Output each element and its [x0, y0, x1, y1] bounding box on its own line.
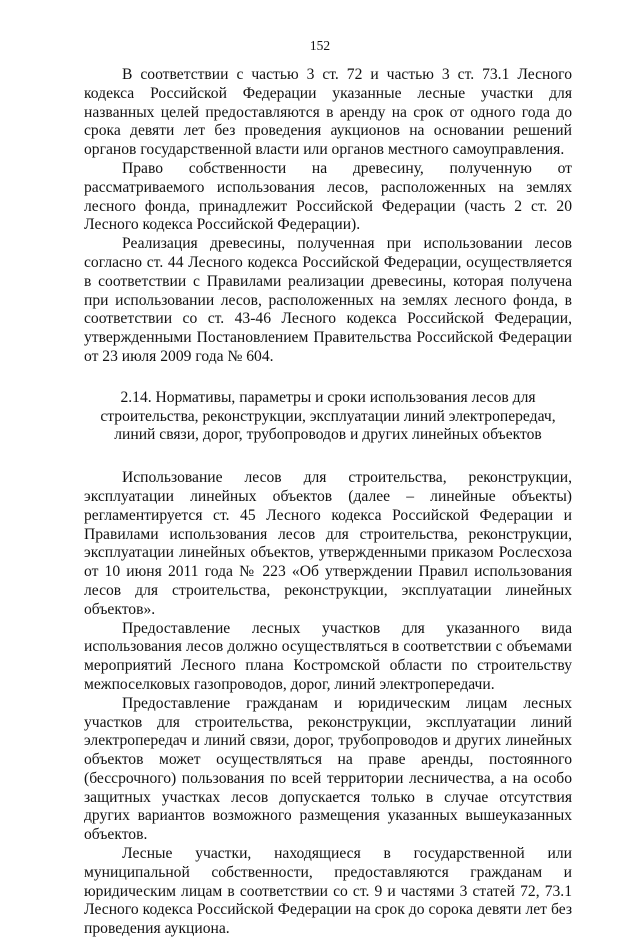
paragraph-timber-ownership: Право собственности на древесину, полученную от рассматриваемого использования лесов, расположенных на землях лесного фонда, принадлежит Российской Федерации (часть 2 ст. 20 Лесного кодекса Российской Федерации).	[84, 159, 572, 234]
paragraph-linear-objects-regulation: Использование лесов для строительства, реконструкции, эксплуатации линейных объектов (далее – линейные объекты) регламентируется ст. 45 Лесного кодекса Российской Федерации и Правилами использования лесов для строительства, реконструкции, эксплуатации линейных объектов, утвержденными приказом Рослесхоза от 10 июня 2011 года № 223 «Об утверждении Правил использования лесов для строительства, реконструкции, эксплуатации линейных объектов».	[84, 469, 572, 618]
document-body	[84, 66, 572, 939]
paragraph-state-municipal-plots: Лесные участки, находящиеся в государственной или муниципальной собственности, предоставляются гражданам и юридическим лицам в соответствии со ст. 9 и частями 3 статей 72, 73.1 Лесного кодекса Российской Федерации на срок до сорока девяти лет без проведения аукциона.	[84, 845, 572, 938]
paragraph-timber-sale: Реализация древесины, полученная при использовании лесов согласно ст. 44 Лесного кодекса Российской Федерации, осуществляется в соответствии с Правилами реализации древесины, которая получена при использовании лесов, расположенных на землях лесного фонда, в соответствии со ст. 43-46 Лесного кодекса Российской Федерации, утвержденными Постановлением Правительства Российской Федерации от 23 июля 2009 года № 604.	[84, 235, 572, 365]
paragraph-forest-plot-provision: Предоставление лесных участков для указанного вида использования лесов должно осуществляться в соответствии с объемами мероприятий Лесного плана Костромской области по строительству межпоселковых газопроводов, дорог, линий электропередачи.	[84, 619, 572, 693]
paragraph-lease-terms: В соответствии с частью 3 ст. 72 и частью 3 ст. 73.1 Лесного кодекса Российской Федерации указанные лесные участки для названных целей предоставляются в аренду на срок от одного года до срока девяти лет без проведения аукционов на основании решений органов государственной власти или органов местного самоуправления.	[84, 66, 572, 159]
paragraph-lease-rights: Предоставление гражданам и юридическим лицам лесных участков для строительства, реконструкции, эксплуатации линий электропередач и линий связи, дорог, трубопроводов и других линейных объектов может осуществляться на праве аренды, постоянного (бессрочного) пользования по всей территории лесничества, а на особо защитных участках лесов допускается только в случае отсутствия других вариантов возможного размещения указанных вышеуказанных объектов.	[84, 694, 572, 844]
page-number: 152	[309, 38, 331, 53]
section-heading: 2.14. Нормативы, параметры и сроки использования лесов для строительства, реконструкции, эксплуатации линий электропередач, линий связи, дорог, трубопроводов и других линейных объектов	[100, 388, 556, 444]
